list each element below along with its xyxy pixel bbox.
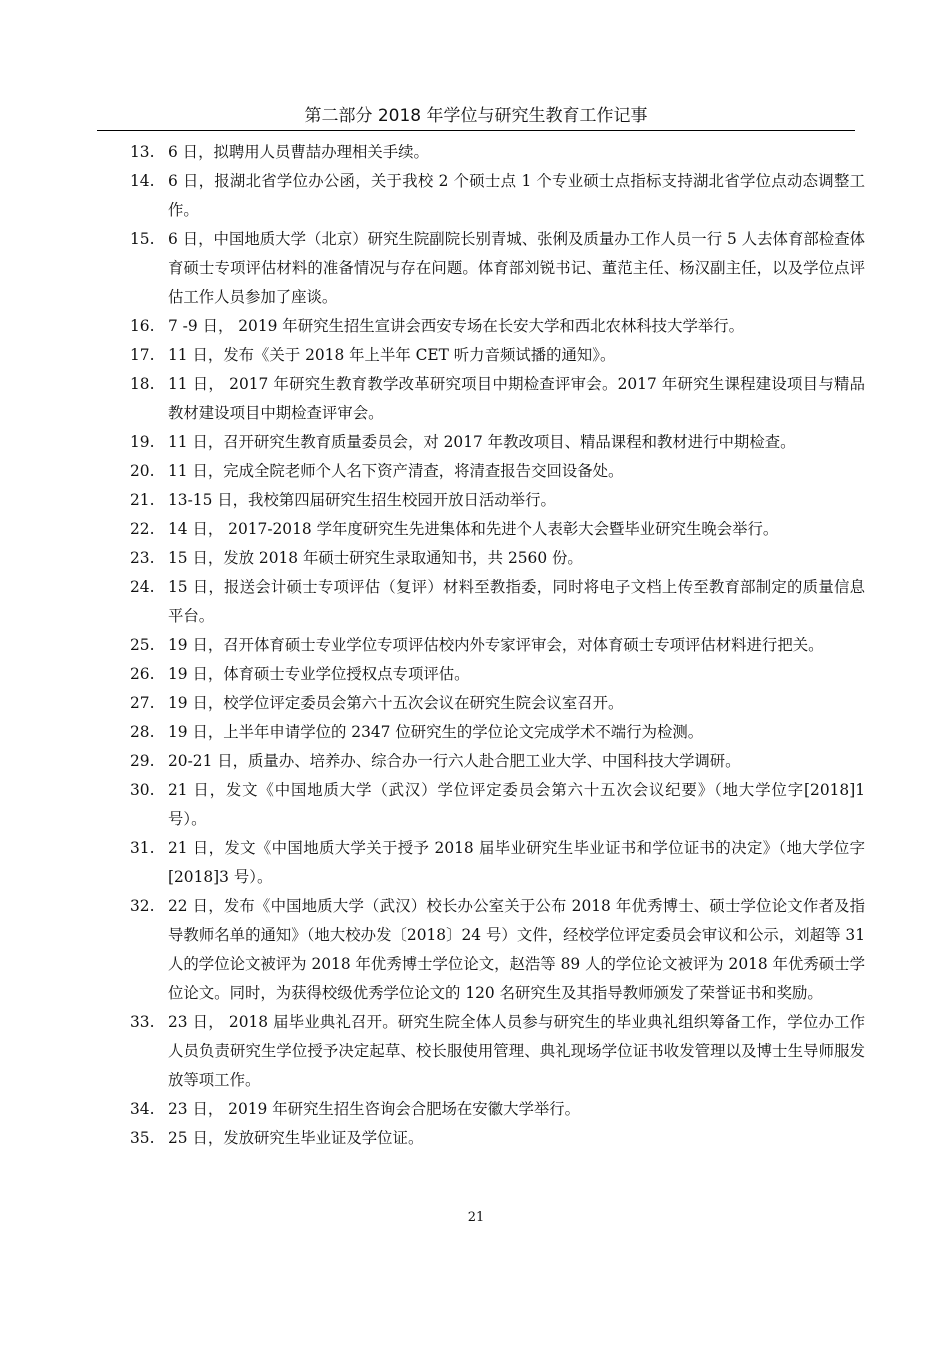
item-text: 25 日，发放研究生毕业证及学位证。 [168,1129,424,1147]
item-text: 7 -9 日， 2019 年研究生招生宣讲会西安专场在长安大学和西北农林科技大学举行。 [168,317,745,335]
item-number: 35. [130,1129,155,1147]
list-item [130,776,865,834]
list-item [130,660,865,689]
item-text: 22 日，发布《中国地质大学（武汉）校长办公室关于公布 2018 年优秀博士、硕士学位论文作者及指导教师名单的通知》（地大校办发〔2018〕24 号）文件，经校学位评定委员会审议和公示，刘超等 31 人的学位论文被评为 2018 年优秀博士学位论文，赵浩等 89 人的学位论文被评为 2018 年优秀硕士学位论文。同时，为获得校级优秀学位论文的 120 名研究生及其指导教师颁发了荣誉证书和奖励。 [168,897,865,1002]
page-number: 21 [467,1210,485,1225]
item-number: 19. [130,433,155,451]
item-text: 19 日，校学位评定委员会第六十五次会议在研究生院会议室召开。 [168,694,624,712]
list-item [130,892,865,1008]
item-text: 15 日，报送会计硕士专项评估（复评）材料至教指委，同时将电子文档上传至教育部制定的质量信息平台。 [168,578,865,625]
item-text: 11 日，召开研究生教育质量委员会，对 2017 年教改项目、精品课程和教材进行中期检查。 [168,433,796,451]
list-item [130,138,865,167]
list-item [130,428,865,457]
item-number: 31. [130,839,155,857]
item-number: 18. [130,375,155,393]
item-number: 24. [130,578,155,596]
list-item [130,225,865,312]
item-number: 29. [130,752,155,770]
item-text: 23 日， 2018 届毕业典礼召开。研究生院全体人员参与研究生的毕业典礼组织筹备工作，学位办工作人员负责研究生学位授予决定起草、校长服使用管理、典礼现场学位证书收发管理以及博士生导师服发放等项工作。 [168,1013,865,1089]
item-number: 21. [130,491,155,509]
item-number: 26. [130,665,155,683]
list-item [130,689,865,718]
list-item [130,1095,865,1124]
list-item [130,312,865,341]
item-number: 33. [130,1013,155,1031]
item-text: 14 日， 2017-2018 学年度研究生先进集体和先进个人表彰大会暨毕业研究生晚会举行。 [168,520,779,538]
item-text: 13-15 日，我校第四届研究生招生校园开放日活动举行。 [168,491,556,509]
item-text: 15 日，发放 2018 年硕士研究生录取通知书，共 2560 份。 [168,549,583,567]
item-number: 14. [130,172,155,190]
list-item [130,631,865,660]
item-text: 19 日，召开体育硕士专业学位专项评估校内外专家评审会，对体育硕士专项评估材料进行把关。 [168,636,824,654]
list-item [130,1124,865,1153]
list-item [130,747,865,776]
list-item [130,544,865,573]
item-number: 25. [130,636,155,654]
list-item [130,1008,865,1095]
item-number: 32. [130,897,155,915]
entry-list [130,138,865,1153]
list-item [130,834,865,892]
list-item [130,341,865,370]
item-text: 11 日， 2017 年研究生教育教学改革研究项目中期检查评审会。2017 年研究生课程建设项目与精品教材建设项目中期检查评审会。 [168,375,865,422]
item-text: 19 日，体育硕士专业学位授权点专项评估。 [168,665,470,683]
item-text: 20-21 日，质量办、培养办、综合办一行六人赴合肥工业大学、中国科技大学调研。 [168,752,741,770]
list-item [130,573,865,631]
item-number: 34. [130,1100,155,1118]
item-text: 11 日，完成全院老师个人名下资产清查，将清查报告交回设备处。 [168,462,624,480]
item-number: 30. [130,781,155,799]
list-item [130,515,865,544]
item-number: 15. [130,230,155,248]
list-item [130,718,865,747]
item-text: 19 日，上半年申请学位的 2347 位研究生的学位论文完成学术不端行为检测。 [168,723,704,741]
item-text: 23 日， 2019 年研究生招生咨询会合肥场在安徽大学举行。 [168,1100,581,1118]
list-item [130,486,865,515]
item-text: 21 日，发文《中国地质大学（武汉）学位评定委员会第六十五次会议纪要》（地大学位字[2018]1 号）。 [168,781,865,828]
list-item [130,167,865,225]
item-number: 17. [130,346,155,364]
item-number: 23. [130,549,155,567]
item-number: 28. [130,723,155,741]
item-number: 27. [130,694,155,712]
item-number: 16. [130,317,155,335]
item-text: 6 日，拟聘用人员曹喆办理相关手续。 [168,143,429,161]
item-number: 20. [130,462,155,480]
item-text: 6 日，中国地质大学（北京）研究生院副院长别青城、张俐及质量办工作人员一行 5 人去体育部检查体育硕士专项评估材料的准备情况与存在问题。体育部刘锐书记、董范主任、杨汉副主任，以及学位点评估工作人员参加了座谈。 [168,230,865,306]
item-text: 11 日，发布《关于 2018 年上半年 CET 听力音频试播的通知》。 [168,346,616,364]
list-item [130,457,865,486]
header-rule [97,130,855,131]
page-header: 第二部分 2018 年学位与研究生教育工作记事 [304,106,648,126]
item-text: 6 日，报湖北省学位办公函，关于我校 2 个硕士点 1 个专业硕士点指标支持湖北省学位点动态调整工作。 [168,172,865,219]
list-item [130,370,865,428]
item-number: 22. [130,520,155,538]
item-number: 13. [130,143,155,161]
item-text: 21 日，发文《中国地质大学关于授予 2018 届毕业研究生毕业证书和学位证书的决定》（地大学位字[2018]3 号）。 [168,839,865,886]
